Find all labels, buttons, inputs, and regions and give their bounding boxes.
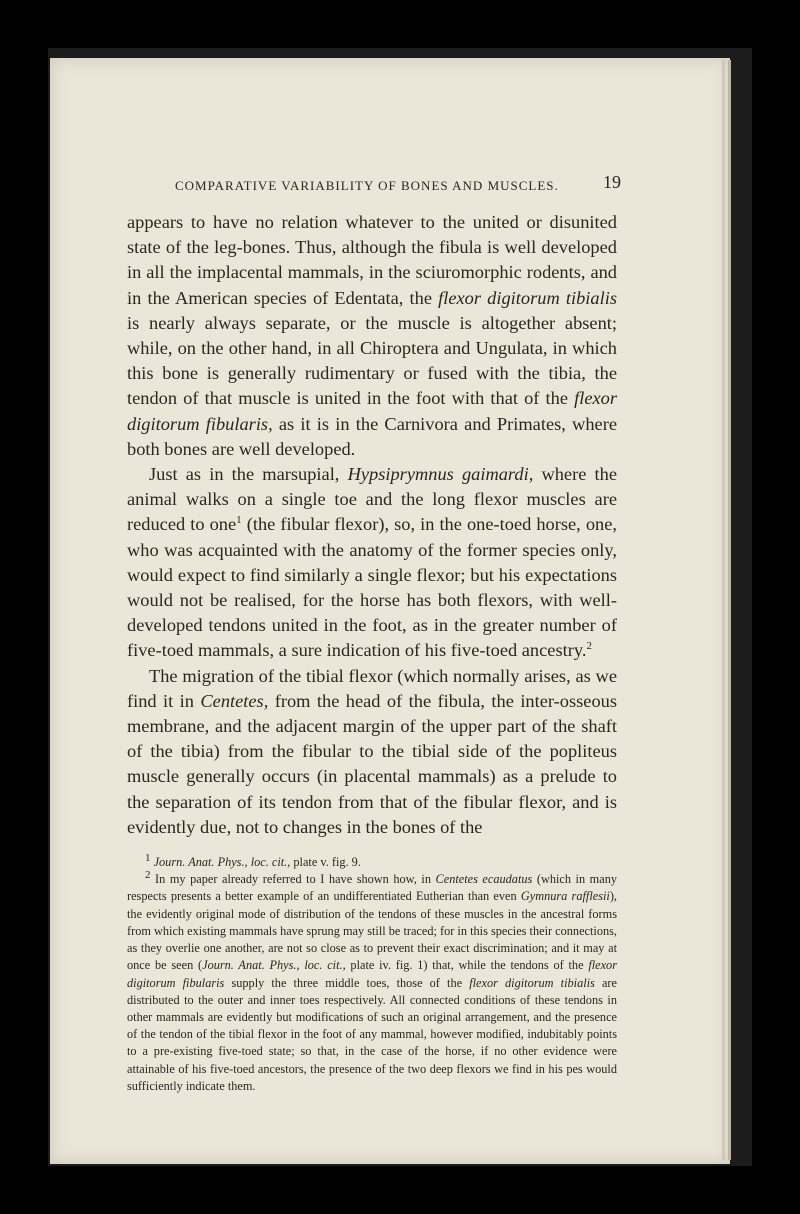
italic-text: flexor digitorum fibularis — [127, 958, 617, 990]
footnote-marker: 2 — [586, 640, 592, 653]
text-run: where the animal walks on a single toe and the long flexor muscles are reduced to one — [127, 464, 617, 535]
italic-text: Centetes, — [200, 690, 269, 711]
page-number: 19 — [603, 172, 621, 192]
page-edge — [722, 60, 725, 1160]
italic-text: flexor digitorum tibialis — [438, 287, 617, 308]
italic-text: flexor digitorum tibialis — [469, 975, 595, 990]
page-edge — [728, 60, 731, 1160]
text-run: plate v. fig. 9. — [290, 855, 361, 870]
paragraph — [127, 462, 617, 664]
body-text — [127, 210, 617, 840]
footnote-marker: 1 — [236, 514, 242, 527]
text-run: The migration of the tibial flexor (which normally arises, as we find it in — [127, 665, 617, 711]
paragraph — [127, 210, 617, 462]
italic-text: Journ. Anat. Phys., loc. cit., — [153, 855, 291, 870]
text-run: ), the evidently original mode of distribution of the tendons of these muscles in the ancestral forms from which existing mammals have sprung may still be traced; for in this species their connections, as they overlie one another, are not so close as to prevent their exact discrimination; and it may at once be seen ( — [127, 889, 617, 973]
text-run: from the head of the fibula, the inter-osseous membrane, and the adjacent margin of the upper part of the shaft of the tibia) from the fibular to the tibial side of the popliteus muscle generally occurs (in placental mammals) as a prelude to the separation of its tendon from that of the fibular flexor, and is evidently due, not to changes in the bones of the — [127, 690, 617, 837]
text-run: appears to have no relation whatever to the united or disunited state of the leg-bones. Thus, although the fibula is well developed in all the implacental mammals, in the sciuromorphic rodents, and in the American species of Edentata, the — [127, 212, 617, 308]
italic-text: Hypsiprymnus gaimardi, — [347, 464, 534, 485]
footnote-marker: 2 — [145, 869, 151, 882]
text-run: In my paper already referred to I have shown how, in — [150, 872, 436, 887]
footnote — [127, 871, 617, 1095]
italic-text: Centetes ecaudatus — [435, 872, 533, 887]
footnote-marker: 1 — [145, 851, 151, 864]
text-run: as it is in the Carnivora and Primates, where both bones are well developed. — [127, 413, 617, 459]
text-run: plate iv. fig. 1) that, while the tendons of the — [345, 958, 589, 973]
running-head — [127, 170, 621, 196]
footnotes — [127, 851, 617, 1095]
italic-text: Journ. Anat. Phys., loc. cit., — [202, 958, 346, 973]
paragraph — [127, 664, 617, 840]
running-head-title: COMPARATIVE VARIABILITY OF BONES AND MUSCLES. — [175, 178, 559, 193]
text-run: (the fibular flexor), so, in the one-toed horse, one, who was acquainted with the anatomy of the former species only, would expect to find similarly a single flexor; but his expectations would not be realised, for the horse has both flexors, with well-developed tendons united in the foot, as in the greater number of five-toed mammals, a sure indication of his five-toed ancestry. — [127, 514, 617, 661]
italic-text: flexor digitorum fibularis, — [127, 388, 617, 434]
page-content — [127, 170, 621, 1095]
text-run: are distributed to the outer and inner toes respectively. All connected conditions of these tendons in other mammals are evidently but modifications of such an original arrangement, and the presence of the tendon of the tibial flexor in the foot of any mammal, however modified, indubitably points to a pre-existing five-toed state; so that, in the case of the horse, if no other evidence were attainable of his five-toed ancestors, the presence of the two deep flexors we find in his pes would sufficiently indicate them. — [127, 975, 617, 1093]
text-run: (which in many respects presents a better example of an undifferentiated Eutherian than even — [127, 872, 617, 904]
text-run: Just as in the marsupial, — [149, 464, 348, 485]
italic-text: Gymnura rafflesii — [520, 889, 610, 904]
footnote — [127, 851, 617, 871]
text-run: supply the three middle toes, those of the — [224, 975, 470, 990]
text-run: is nearly always separate, or the muscle is altogether absent; while, on the other hand, in all Chiroptera and Ungulata, in which this bone is generally rudimentary or fused with the tibia, the tendon of that muscle is united in the foot with that of the — [127, 312, 617, 409]
